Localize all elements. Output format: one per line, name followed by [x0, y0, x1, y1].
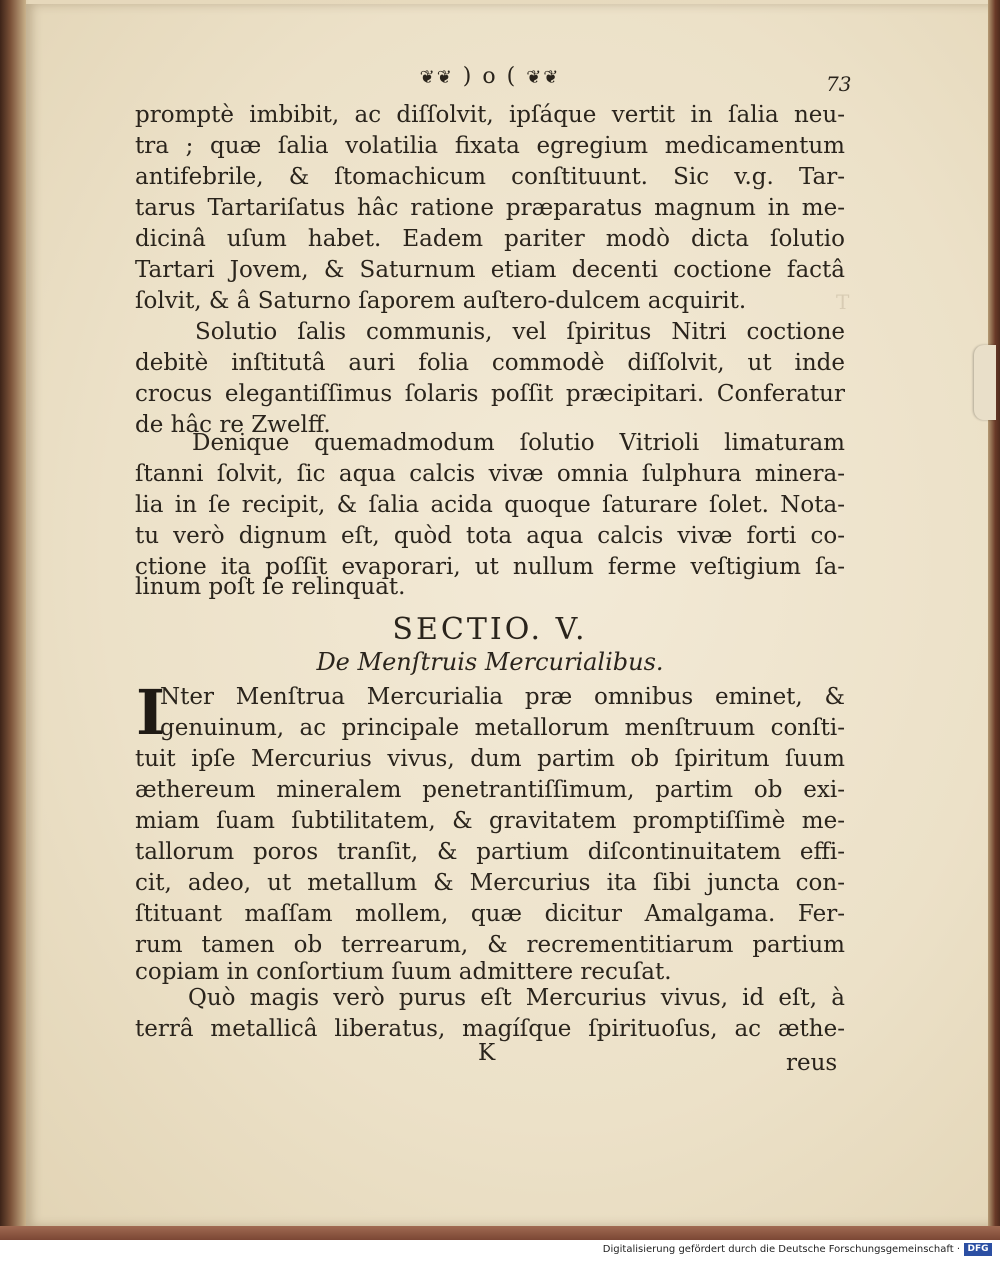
text-line: tra ; quæ ſalia volatilia fixata egregium medicamentum: [135, 133, 845, 159]
bleed-through: T: [836, 290, 850, 314]
left-page-edge: [0, 0, 26, 1240]
text-line: genuinum, ac principale metallorum menſtruum conſti-: [160, 715, 845, 741]
text-line: antifebrile, & ſtomachicum conſtituunt. Sic v.g. Tar-: [135, 164, 845, 190]
catchword: reus: [786, 1050, 838, 1076]
text-line: Denique quemadmodum ſolutio Vitrioli limaturam: [192, 430, 845, 456]
text-line: ſtituant maſſam mollem, quæ dicitur Amalgama. Fer-: [135, 901, 845, 927]
section-subtitle: De Menſtruis Mercurialibus.: [316, 648, 664, 676]
text-line: linum poſt ſe relinquat.: [135, 574, 406, 600]
text-line: ſtanni ſolvit, ſic aqua calcis vivæ omnia ſulphura minera-: [135, 461, 845, 487]
text-line: promptè imbibit, ac diſſolvit, ipſáque vertit in ſalia neu-: [135, 102, 845, 128]
text-line: ſolvit, & â Saturno ſaporem auſtero-dulcem acquirit.: [135, 288, 747, 314]
text-line: miam ſuam ſubtilitatem, & gravitatem promptiſſimè me-: [135, 808, 845, 834]
text-line: ctione ita poſſit evaporari, ut nullum ferme veſtigium ſa-: [135, 554, 845, 580]
text-line: tallorum poros tranſit, & partium diſcontinuitatem effi-: [135, 839, 845, 865]
running-head-text: ) o (: [462, 64, 518, 89]
text-line: debitè inſtitutâ auri folia commodè diſſolvit, ut inde: [135, 350, 845, 376]
text-line: tuit ipſe Mercurius vivus, dum partim ob ſpiritum ſuum: [135, 746, 845, 772]
dfg-logo-icon: DFG: [964, 1243, 992, 1256]
text-line: æthereum mineralem penetrantiſſimum, partim ob exi-: [135, 777, 845, 803]
text-line: tu verò dignum eſt, quòd tota aqua calcis vivæ forti co-: [135, 523, 845, 549]
right-binding-edge: [988, 0, 1000, 1240]
drop-cap: I: [136, 676, 166, 749]
text-line: Nter Menſtrua Mercurialia præ omnibus eminet, &: [160, 684, 845, 710]
text-line: de hâc re Zwelff.: [135, 412, 331, 438]
text-line: dicinâ uſum habet. Eadem pariter modò dicta ſolutio: [135, 226, 845, 252]
running-header: [380, 64, 600, 89]
text-line: tarus Tartariſatus hâc ratione præparatus magnum in me-: [135, 195, 845, 221]
bottom-cover-edge: [0, 1226, 1000, 1240]
text-line: Quò magis verò purus eſt Mercurius vivus, id eſt, à: [188, 985, 845, 1011]
text-line: Solutio ſalis communis, vel ſpiritus Nitri coctione: [195, 319, 845, 345]
page-tab-marker: [974, 345, 996, 420]
text-line: lia in ſe recipit, & ſalia acida quoque ſaturare ſolet. Nota-: [135, 492, 845, 518]
text-line: crocus elegantiſſimus ſolaris poſſit præcipitari. Conferatur: [135, 381, 845, 407]
text-line: terrâ metallicâ liberatus, magíſque ſpirituoſus, ac æthe-: [135, 1016, 845, 1042]
right-ornament-icon: ❦❦: [526, 67, 561, 88]
section-title: SECTIO. V.: [392, 612, 588, 647]
footer-bar: [0, 1240, 1000, 1261]
text-line: copiam in conſortium ſuum admittere recuſat.: [135, 959, 672, 985]
signature-mark: K: [478, 1040, 496, 1066]
text-line: Tartari Jovem, & Saturnum etiam decenti coctione factâ: [135, 257, 845, 283]
page-number: 73: [826, 72, 852, 96]
left-ornament-icon: ❦❦: [419, 67, 454, 88]
text-line: rum tamen ob terrearum, & recrementitiarum partium: [135, 932, 845, 958]
footer-credit: Digitalisierung gefördert durch die Deutsche Forschungsgemeinschaft ·: [602, 1244, 960, 1255]
text-line: cit, adeo, ut metallum & Mercurius ita ſibi juncta con-: [135, 870, 845, 896]
